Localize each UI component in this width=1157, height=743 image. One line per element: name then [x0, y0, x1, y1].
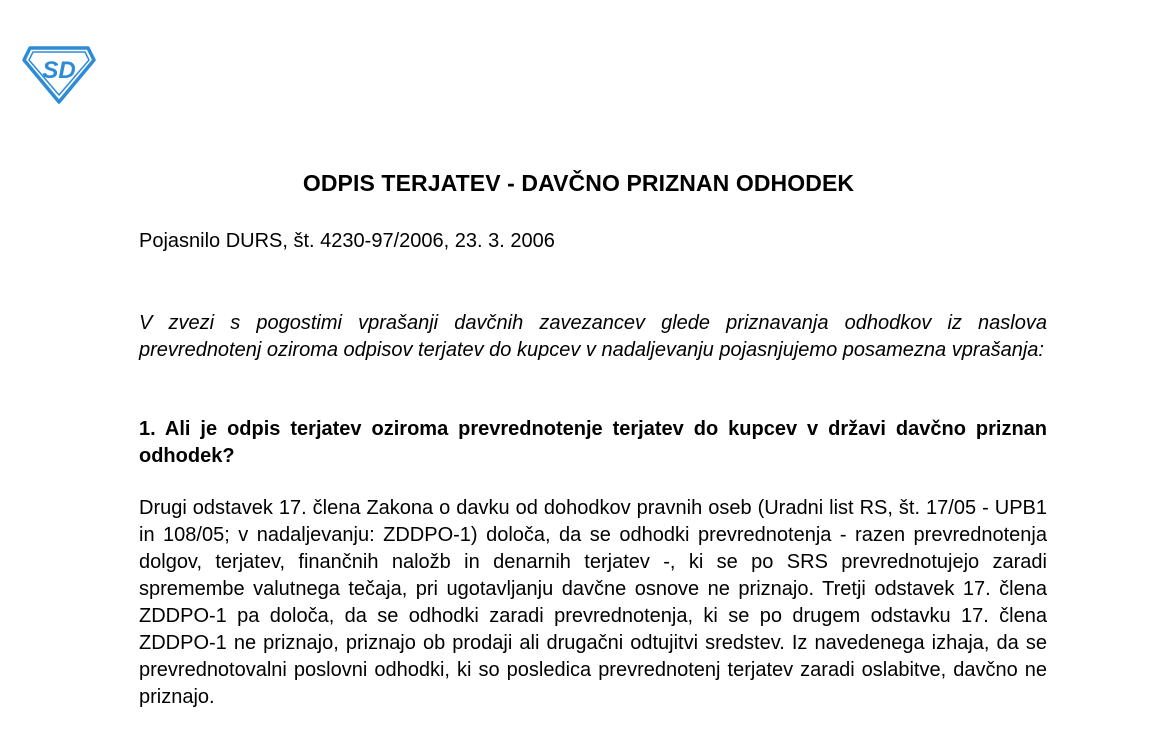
intro-paragraph: V zvezi s pogostimi vprašanji davčnih zavezancev glede priznavanja odhodkov iz naslova prevrednotenj oziroma odpisov terjatev do kupcev v nadaljevanju pojasnjujemo posamezna vprašanja:	[139, 312, 1047, 361]
company-logo	[22, 46, 96, 104]
sd-shield-logo-icon	[22, 46, 96, 104]
document-reference: Pojasnilo DURS, št. 4230-97/2006, 23. 3. 2006	[139, 230, 555, 252]
question-heading: 1. Ali je odpis terjatev oziroma prevrednotenje terjatev do kupcev v državi davčno priznan odhodek?	[139, 418, 1047, 467]
logo-lettering: SD	[42, 57, 76, 84]
document-title: ODPIS TERJATEV - DAVČNO PRIZNAN ODHODEK	[302, 170, 855, 196]
answer-paragraph: Drugi odstavek 17. člena Zakona o davku od dohodkov pravnih oseb (Uradni list RS, št. 17/05 - UPB1 in 108/05; v nadaljevanju: ZDDPO-1) določa, da se odhodki prevrednotenja - razen prevrednotenja dolgov, terjatev, finančnih naložb in denarnih terjatev -, ki se po SRS prevrednotujejo zaradi spremembe valutnega tečaja, pri ugotavljanju davčne osnove ne priznajo. Tretji odstavek 17. člena ZDDPO-1 pa določa, da se odhodki zaradi prevrednotenja, ki se po drugem odstavku 17. člena ZDDPO-1 ne priznajo, priznajo ob prodaji ali drugačni odtujitvi sredstev. Iz navedenega izhaja, da se prevrednotovalni poslovni odhodki, ki so posledica prevrednotenj terjatev zaradi oslabitve, davčno ne priznajo.	[139, 497, 1047, 708]
